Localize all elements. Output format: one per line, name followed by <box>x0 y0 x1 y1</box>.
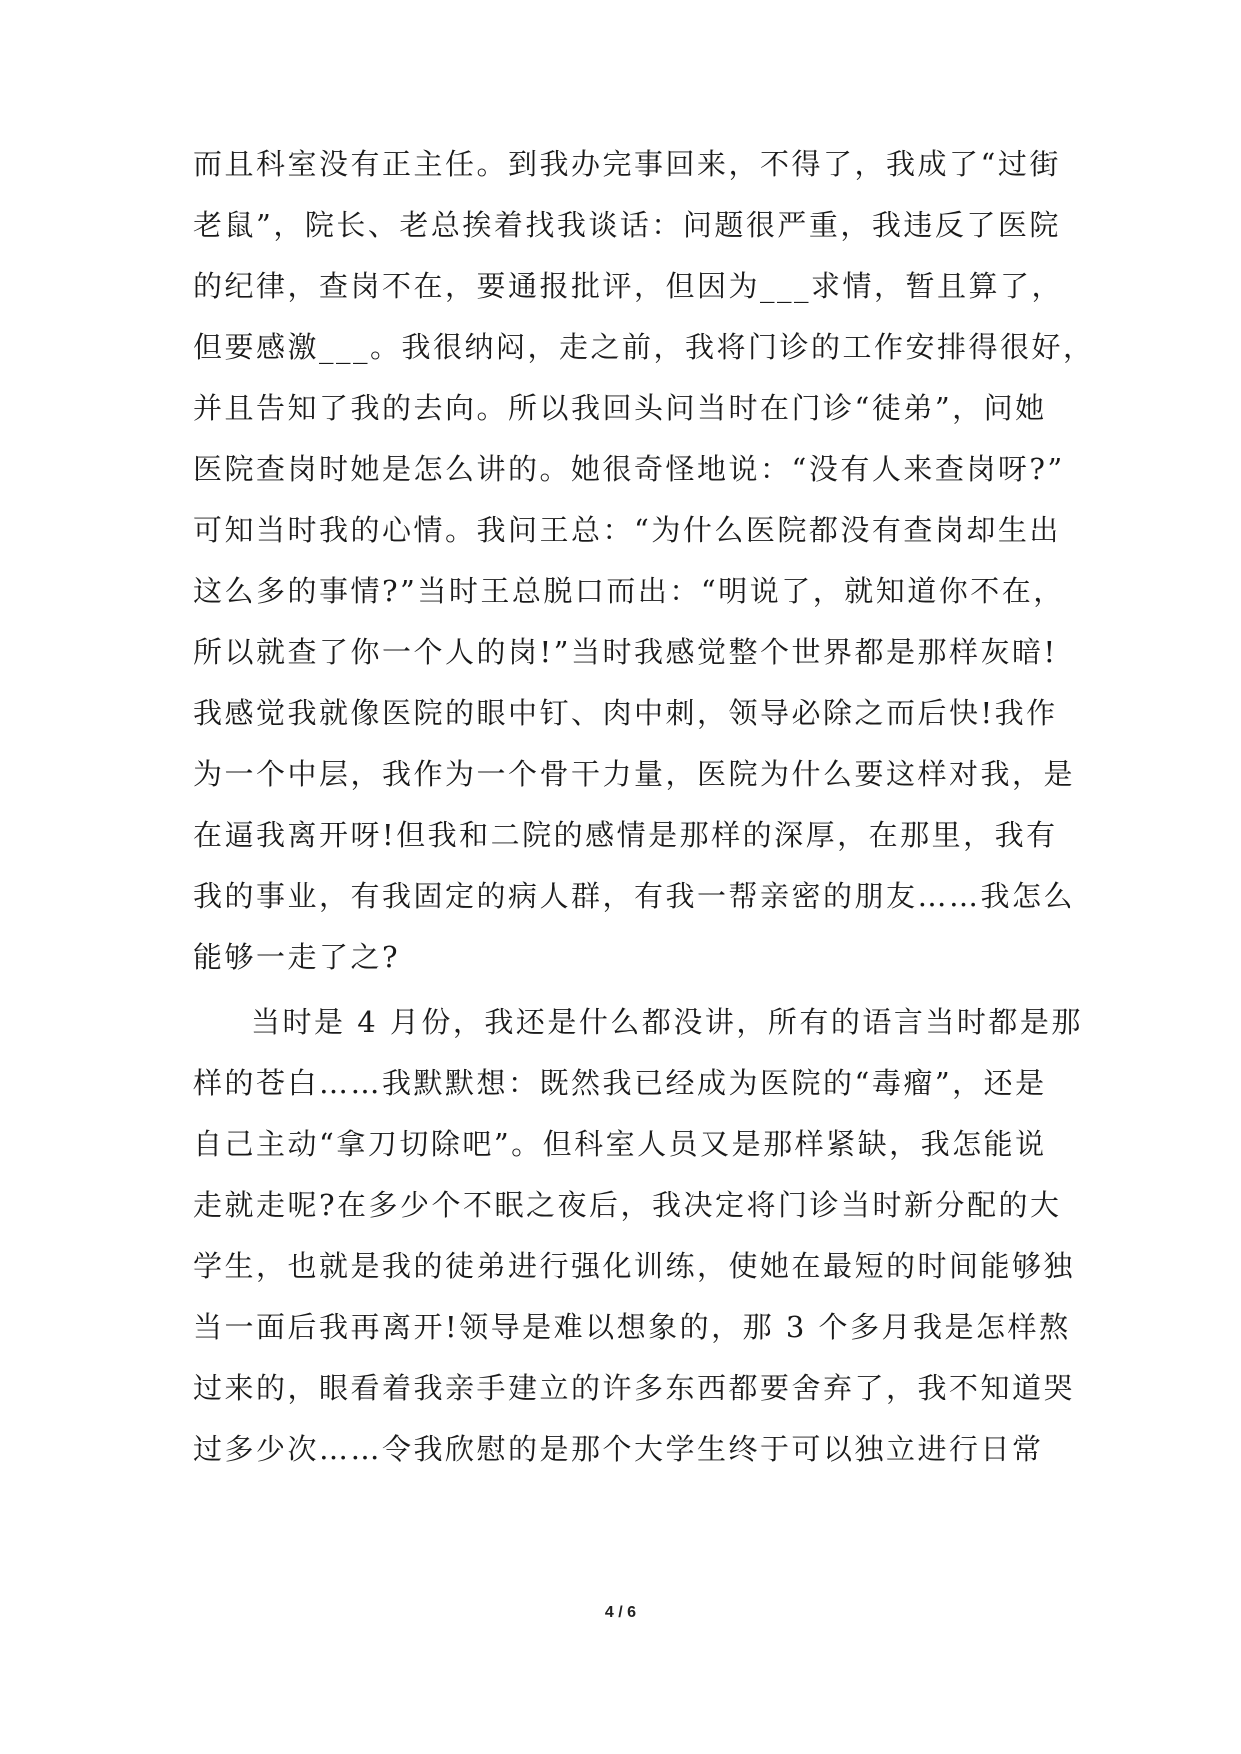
text-line: 自己主动“拿刀切除吧”。但科室人员又是那样紧缺，我怎能说 <box>193 1127 1047 1161</box>
text-line: 这么多的事情?”当时王总脱口而出：“明说了，就知道你不在， <box>193 574 1065 608</box>
text-line: 我感觉我就像医院的眼中钉、肉中刺，领导必除之而后快!我作 <box>193 696 1058 730</box>
text-line: 并且告知了我的去向。所以我回头问当时在门诊“徒弟”，问她 <box>193 391 1047 425</box>
text-line: 学生，也就是我的徒弟进行强化训练，使她在最短的时间能够独 <box>193 1249 1076 1283</box>
text-line: 老鼠”，院长、老总挨着找我谈话：问题很严重，我违反了医院 <box>193 208 1061 242</box>
text-line: 在逼我离开呀!但我和二院的感情是那样的深厚，在那里，我有 <box>193 818 1058 852</box>
text-line: 样的苍白……我默默想：既然我已经成为医院的“毒瘤”，还是 <box>193 1066 1047 1100</box>
text-line: 我的事业，有我固定的病人群，有我一帮亲密的朋友……我怎么 <box>193 879 1076 913</box>
text-line: 可知当时我的心情。我问王总：“为什么医院都没有查岗却生出 <box>193 513 1061 547</box>
text-line: 而且科室没有正主任。到我办完事回来，不得了，我成了“过街 <box>193 147 1061 181</box>
text-line: 能够一走了之? <box>193 940 401 974</box>
text-line: 所以就查了你一个人的岗!”当时我感觉整个世界都是那样灰暗! <box>193 635 1058 669</box>
text-line: 过来的，眼看着我亲手建立的许多东西都要舍弃了，我不知道哭 <box>193 1371 1076 1405</box>
text-line: 过多少次……令我欣慰的是那个大学生终于可以独立进行日常 <box>193 1432 1044 1466</box>
text-line: 为一个中层，我作为一个骨干力量，医院为什么要这样对我，是 <box>193 757 1076 791</box>
text-line: 当一面后我再离开!领导是难以想象的，那 3 个多月我是怎样熬 <box>193 1310 1071 1344</box>
text-line: 走就走呢?在多少个不眠之夜后，我决定将门诊当时新分配的大 <box>193 1188 1062 1222</box>
text-line: 医院查岗时她是怎么讲的。她很奇怪地说：“没有人来查岗呀?” <box>193 452 1065 486</box>
page-number: 4 / 6 <box>604 1604 637 1621</box>
text-line: 但要感激___。我很纳闷，走之前，我将门诊的工作安排得很好， <box>193 330 1095 364</box>
text-line: 的纪律，查岗不在，要通报批评，但因为___求情，暂且算了， <box>193 269 1064 303</box>
paragraph-first-line: 当时是 4 月份，我还是什么都没讲，所有的语言当时都是那 <box>251 1005 1083 1039</box>
